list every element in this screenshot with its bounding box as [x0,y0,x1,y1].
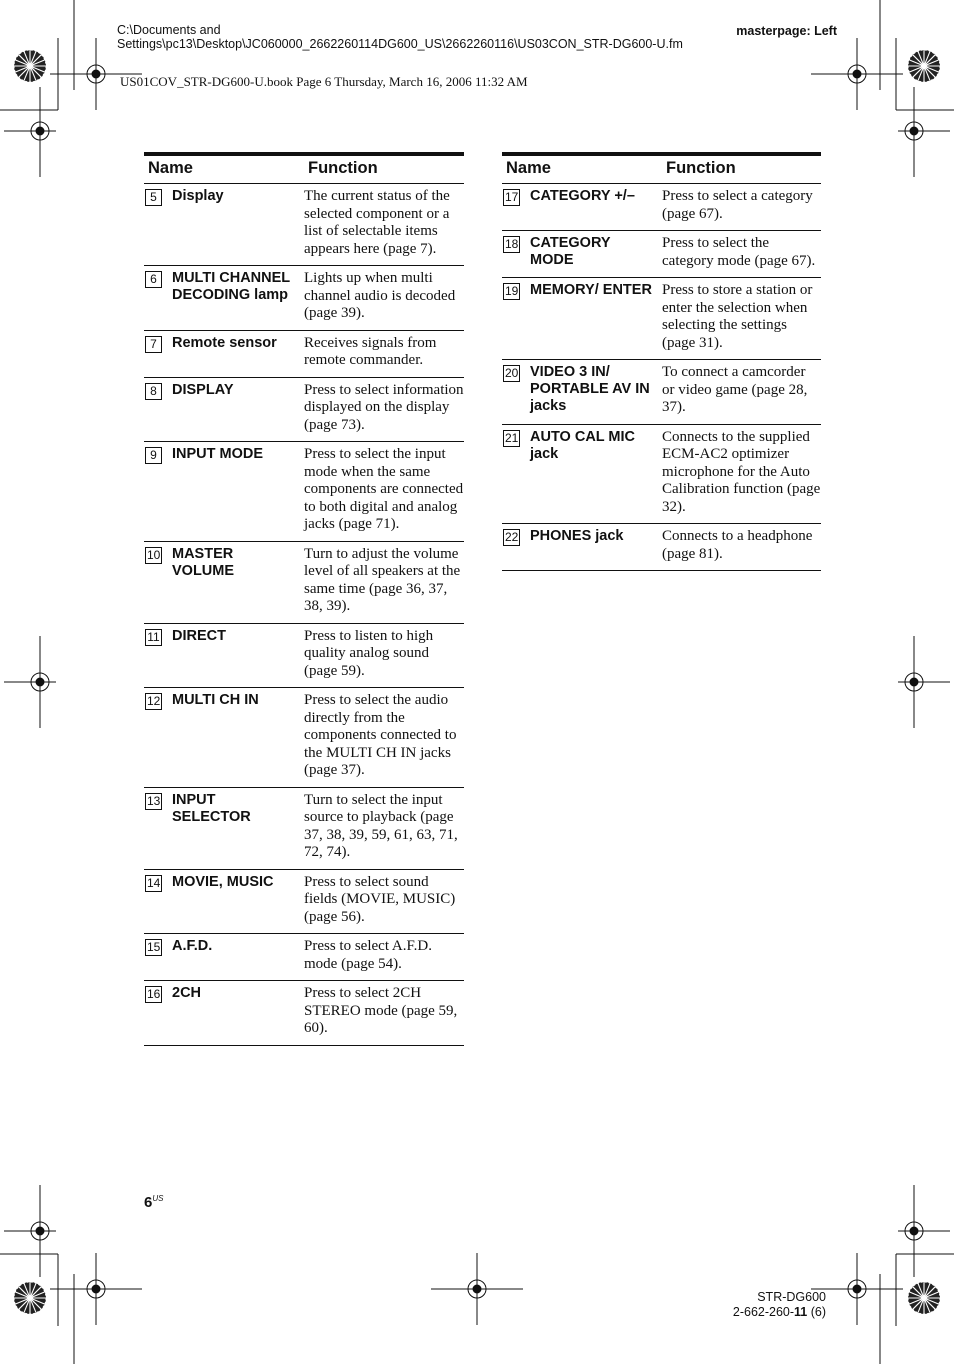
table-row [144,330,464,377]
item-number: 16 [147,987,161,1001]
table-row [502,278,821,360]
item-function: Connects to the supplied ECM-AC2 optimizer microphone for the Auto Calibration function (page 32). [662,424,821,524]
item-number: 12 [147,694,161,708]
item-function: Press to select 2CH STEREO mode (page 59, 60). [304,981,464,1046]
table-row [144,981,464,1046]
item-name: A.F.D. [172,934,304,981]
column-header-function: Function [662,154,821,184]
table-row [502,524,821,571]
table-row [144,184,464,266]
item-number: 5 [145,189,162,206]
item-number: 7 [145,336,162,353]
column-header-name: Name [144,154,304,184]
table-row [144,623,464,688]
part-prefix: 2-662-260- [732,1305,795,1319]
table-row [502,360,821,425]
table-row [144,869,464,934]
item-number: 17 [505,190,519,204]
item-function: Press to store a station or enter the selection when selecting the settings (page 31). [662,278,821,360]
item-name: MULTI CH IN [172,688,304,788]
item-name: MASTER VOLUME [172,541,304,623]
parts-table-left [144,152,464,1046]
item-function: Press to select A.F.D. mode (page 54). [304,934,464,981]
table-row [144,442,464,542]
item-number: 13 [147,793,161,808]
item-number: 22 [505,530,519,544]
item-function: Press to select information displayed on the display (page 73). [304,377,464,442]
part-bold: 11 [794,1305,808,1319]
item-name: 2CH [172,981,304,1046]
item-number: 15 [147,940,161,954]
item-function: Lights up when multi channel audio is decoded (page 39). [304,266,464,331]
item-name: Remote sensor [172,330,304,377]
masterpage-label: masterpage: Left [736,24,837,38]
column-header-name: Name [502,154,662,184]
item-number: 8 [145,383,162,400]
item-name: CATEGORY MODE [530,231,662,278]
item-number: 11 [145,629,162,646]
item-number: 19 [505,284,519,298]
item-name: VIDEO 3 IN/ PORTABLE AV IN jacks [530,360,662,425]
item-function: Turn to select the input source to playback (page 37, 38, 39, 59, 61, 63, 71, 72, 74). [304,787,464,869]
book-line: US01COV_STR-DG600-U.book Page 6 Thursday, March 16, 2006 11:32 AM [120,74,528,89]
item-name: MULTI CHANNEL DECODING lamp [172,266,304,331]
item-number: 20 [505,366,519,380]
item-function: Press to select sound fields (MOVIE, MUSIC) (page 56). [304,869,464,934]
parts-table-right [502,152,821,571]
item-function: To connect a camcorder or video game (page 28, 37). [662,360,821,425]
item-function: Press to select the audio directly from the components connected to the MULTI CH IN jacks (page 37). [304,688,464,788]
item-name: INPUT MODE [172,442,304,542]
table-row [144,377,464,442]
page-number-value: 6 [144,1194,153,1211]
item-name: DIRECT [172,623,304,688]
part-number [733,1305,826,1320]
part-suffix: (6) [807,1305,826,1319]
item-function: Receives signals from remote commander. [304,330,464,377]
item-function: Press to select the category mode (page 67). [662,231,821,278]
item-function: Connects to a headphone (page 81). [662,524,821,571]
item-function: Press to listen to high quality analog sound (page 59). [304,623,464,688]
item-number: 21 [505,430,519,445]
item-name: PHONES jack [530,524,662,571]
page-number-suffix: US [152,1194,164,1203]
table-row [502,184,821,231]
item-function: Press to select the input mode when the same components are connected to both digital and analog jacks (page 71). [304,442,464,542]
page-number [144,1194,163,1211]
table-row [144,787,464,869]
item-number: 14 [147,875,161,890]
column-header-function: Function [304,154,464,184]
table-row [144,934,464,981]
table-row [502,424,821,524]
table-row [502,231,821,278]
item-name: MOVIE, MUSIC [172,869,304,934]
item-function: Press to select a category (page 67). [662,184,821,231]
footer-model-info [733,1290,826,1320]
table-row [144,688,464,788]
item-name: MEMORY/ ENTER [530,278,662,360]
model-name: STR-DG600 [757,1290,826,1304]
item-name: CATEGORY +/– [530,184,662,231]
item-function: Turn to adjust the volume level of all speakers at the same time (page 36, 37, 38, 39). [304,541,464,623]
item-number: 6 [145,271,162,288]
table-row [144,541,464,623]
item-number: 10 [147,547,161,562]
item-number: 9 [145,447,162,464]
item-function: The current status of the selected component or a list of selectable items appears here (page 7). [304,184,464,266]
item-name: INPUT SELECTOR [172,787,304,869]
table-row [144,266,464,331]
item-name: DISPLAY [172,377,304,442]
item-name: AUTO CAL MIC jack [530,424,662,524]
item-name: Display [172,184,304,266]
file-path: C:\Documents and Settings\pc13\Desktop\JC060000_2662260114DG600_US\2662260116\US03CON_STR-DG600-U.fm [117,23,683,51]
item-number: 18 [505,237,519,251]
